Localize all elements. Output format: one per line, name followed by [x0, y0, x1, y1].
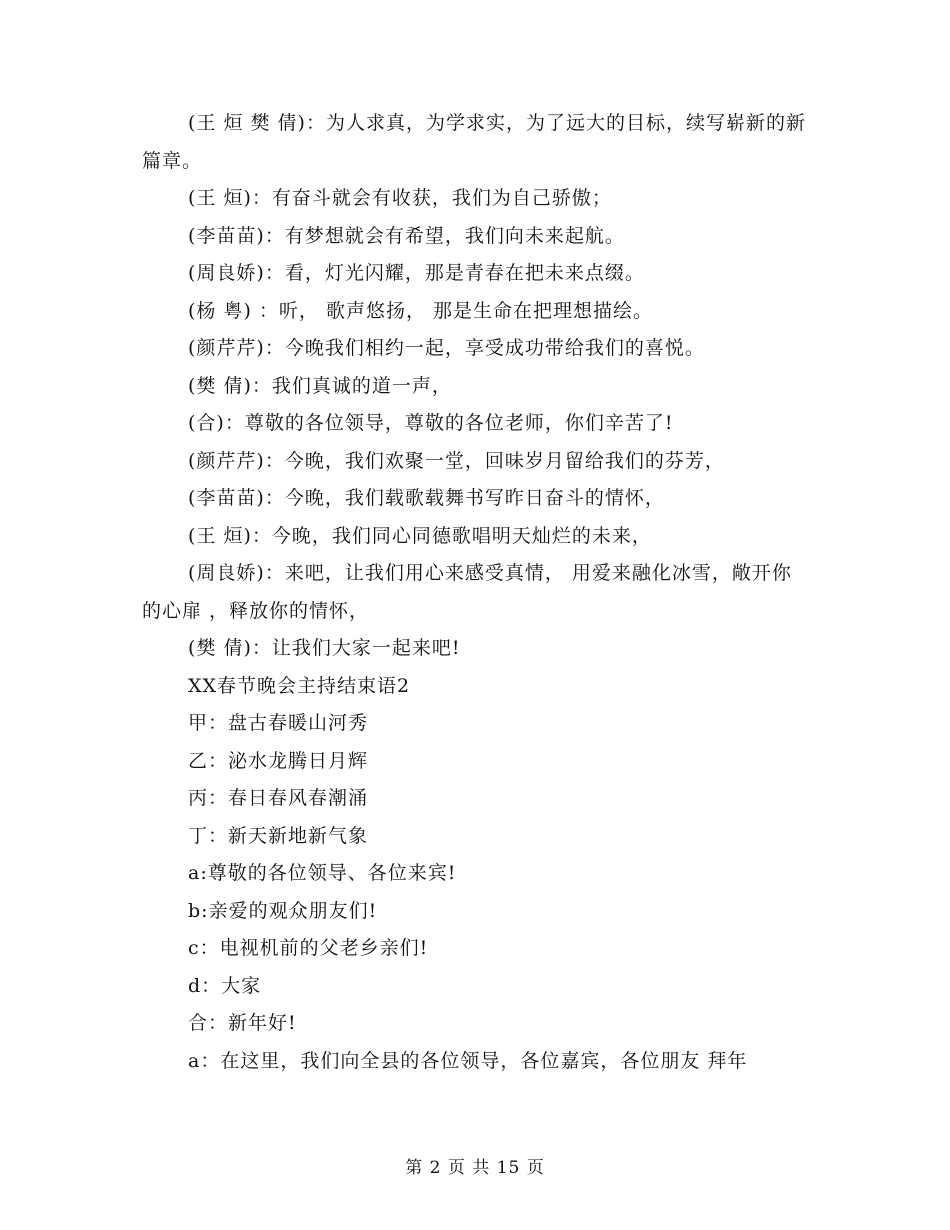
paragraph: b:亲爱的观众朋友们!: [188, 899, 378, 922]
paragraph: (李苗苗)：有梦想就会有希望，我们向未来起航。: [188, 224, 625, 247]
page-number-footer: 第 2 页 共 15 页: [405, 1158, 545, 1178]
paragraph: (杨 粤) ：听， 歌声悠扬， 那是生命在把理想描绘。: [188, 299, 653, 322]
paragraph: (颜芹芹)：今晚我们相约一起，享受成功带给我们的喜悦。: [188, 337, 705, 359]
paragraph: (周良娇)：来吧，让我们用心来感受真情， 用爱来融化冰雪，敞开你的心扉 ，释放你的情怀，: [142, 562, 792, 622]
paragraph: c：电视机前的父老乡亲们!: [188, 937, 429, 959]
paragraph: 丁：新天新地新气象: [188, 824, 369, 847]
paragraph: (合)：尊敬的各位领导，尊敬的各位老师，你们辛苦了!: [188, 412, 674, 434]
paragraph: (樊 倩)：让我们大家一起来吧!: [188, 637, 461, 659]
paragraph: (王 烜)：今晚，我们同心同德歌唱明天灿烂的未来，: [188, 524, 652, 547]
paragraph: 丙：春日春风春潮涌: [188, 787, 369, 809]
paragraph: 合：新年好!: [188, 1012, 297, 1034]
paragraph: a:尊敬的各位领导、各位来宾!: [188, 862, 457, 884]
paragraph: (李苗苗)：今晚，我们载歌载舞书写昨日奋斗的情怀，: [188, 487, 665, 509]
paragraph: (樊 倩)：我们真诚的道一声，: [188, 374, 452, 397]
paragraph: d：大家: [188, 974, 262, 997]
document-body: [142, 105, 807, 1080]
paragraph: a：在这里，我们向全县的各位领导，各位嘉宾，各位朋友 拜年: [188, 1049, 748, 1072]
paragraph: (王 烜)：有奋斗就会有收获，我们为自己骄傲；: [188, 187, 612, 209]
paragraph: 甲：盘古春暖山河秀: [188, 712, 369, 734]
paragraph: (周良娇)：看，灯光闪耀，那是青春在把未来点缀。: [188, 262, 645, 284]
paragraph: 乙：泌水龙腾日月辉: [188, 749, 369, 772]
paragraph: (王 烜 樊 倩)：为人求真，为学求实，为了远大的目标，续写崭新的新篇章。: [142, 112, 806, 172]
paragraph: (颜芹芹)：今晚，我们欢聚一堂，回味岁月留给我们的芬芳，: [188, 449, 725, 472]
section-heading: XX春节晚会主持结束语2: [188, 674, 411, 697]
